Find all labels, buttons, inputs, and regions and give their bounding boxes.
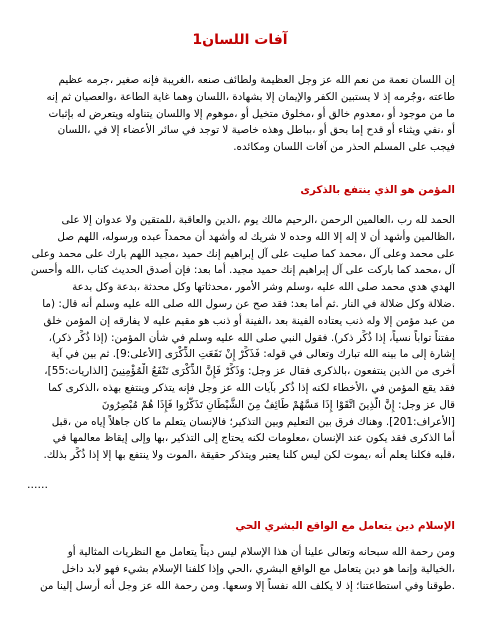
text-line: أخرى من الذين ينتفعون ،بالذكرى فقال عز وجل: وَذَكِّرْ فَإِنَّ الذِّكْرَى تَنْفَعُ الْمُؤْمِنِينَ [الذاريات:55]، [44,365,455,378]
closing-paragraph [25,544,455,594]
text-line: آل ،محمد كما باركت على آل إبراهيم إنك حميد مجيد. أما بعد: فإن أصدق الحديث كتاب ،الله وأحسن [30,264,455,277]
text-line: ،الخيالية وإنما هو دين يتعامل مع الواقع البشري ،الحي وإذا كلفنا الإسلام بشيء فهو لابد داخل [61,562,455,575]
text-line: مفتناً تواباً نسياً، إذا ذُكِّر ذكر). فقول النبي صلى الله عليه وسلم في شأن المؤمن: (إذا ذُكِّر ذكر)، [48,331,455,344]
text-line: قال عز وجل: إِنَّ الَّذِينَ اتَّقَوْا إِذَا مَسَّهُمْ طَائِفٌ مِنَ الشَّيْطَانِ تَذَكَّرُوا فَإِذَا هُمْ مُبْصِرُونَ [101,398,455,411]
document-title: آفات اللسان1 [192,32,288,48]
text-line: الحمد لله رب ،العالمين الرحمن ،الرحيم مالك يوم ،الدين والعاقبة ،للمتقين ولا عدوان إلا على [61,213,455,226]
text-line: فيجب على المسلم الحذر من آفات اللسان ومكائده. [233,141,455,154]
ellipsis-separator: ...... [27,477,48,491]
text-line: إن اللسان نعمة من نعم الله عز وجل العظيمة ولطائف صنعه ،الغريبة فإنه صغير ،جرمه عظيم [58,74,455,86]
text-line: .ضلالة وكل ضلالة في النار .ثم أما بعد: فقد صح عن رسول الله صلى الله عليه وسلم أنه قال: (ما [42,297,455,310]
text-line: [الأعراف:201]. وهناك فرق بين التعليم وبين التذكير؛ فالإنسان يتعلم ما كان جاهلاً إياه من ،قبل [51,415,455,428]
text-line: ومن رحمة الله سبحانه وتعالى علينا أن هذا الإسلام ليس ديناً يتعامل مع النظريات المثالية أو [67,545,455,558]
text-line: من عبد مؤمن إلا وله ذنب يعتاده الفينة بعد ،الفينة أو ذنب هو مقيم عليه لا يفارقه إن المؤمن خلق [43,314,455,327]
section-heading-islam-reality: الإسلام دين يتعامل مع الواقع البشري الحي [235,519,455,532]
text-line: طاعته ،وجُرمه إذ لا يستبين الكفر والإيمان إلا بشهادة ،اللسان وهما غاية الطاعة ،والعصيان ثم إنه [46,90,455,103]
text-line: ما من موجود أو ،معدوم خالق أو ،مخلوق متخيل أو ،موهوم إلا واللسان يتناوله ويتعرض له بإثبات [48,107,455,120]
body-paragraph [25,212,455,464]
section-heading-believer-reminder: المؤمن هو الذي ينتفع بالذكرى [300,183,455,196]
text-line: .طوقنا وفي استطاعتنا؛ إذ لا يكلف الله نفساً إلا وسعها. ومن رحمة الله عز وجل أنه أرسل إلينا من [40,579,455,592]
text-line: ،الظالمين وأشهد أن لا إله إلا الله وحده لا شريك له وأشهد أن محمداً عبده ورسوله، اللهم صل [57,230,455,243]
text-line: أو ،نفي ويثناء أو قدح إما بحق أو ،بباطل وهذه خاصية لا توجد في سائر الأعضاء إلا في ،اللسان [57,124,455,137]
text-line: أما الذكرى فقد يكون عند الإنسان ،معلومات لكنه يحتاج إلى التذكير ،بها وإلى إيقاظ معالمها في [52,432,455,445]
text-line: على محمد وعلى آل ،محمد كما صليت على آل إبراهيم إنك حميد ،مجيد اللهم بارك على محمد وعلى [31,247,455,260]
intro-paragraph [25,72,455,156]
text-line: فقد يقع المؤمن في ،الأخطاء لكنه إذا ذُكر بآيات الله عز وجل فإنه يتذكر وينتفع بهذه ،الذكرى كما [48,381,455,394]
text-line: إشارة إلى ما بينه الله تبارك وتعالى في قوله: فَذَكِّرْ إِنْ نَفَعَتِ الذِّكْرَى [الأعلى:9]. ثم بين في آية [50,348,455,361]
text-line: الهدي هدي محمد صلى الله عليه ،وسلم وشر الأمور ،محدثاتها وكل محدثة ،بدعة وكل بدعة [72,281,455,294]
text-line: ،قلبه فكلنا يعلم أنه ،يموت لكن ليس كلنا يعتبر ويتذكر حقيقة ،الموت ولا ينتفع بها إلا إذا ذُكِّر بذلك. [43,449,455,462]
